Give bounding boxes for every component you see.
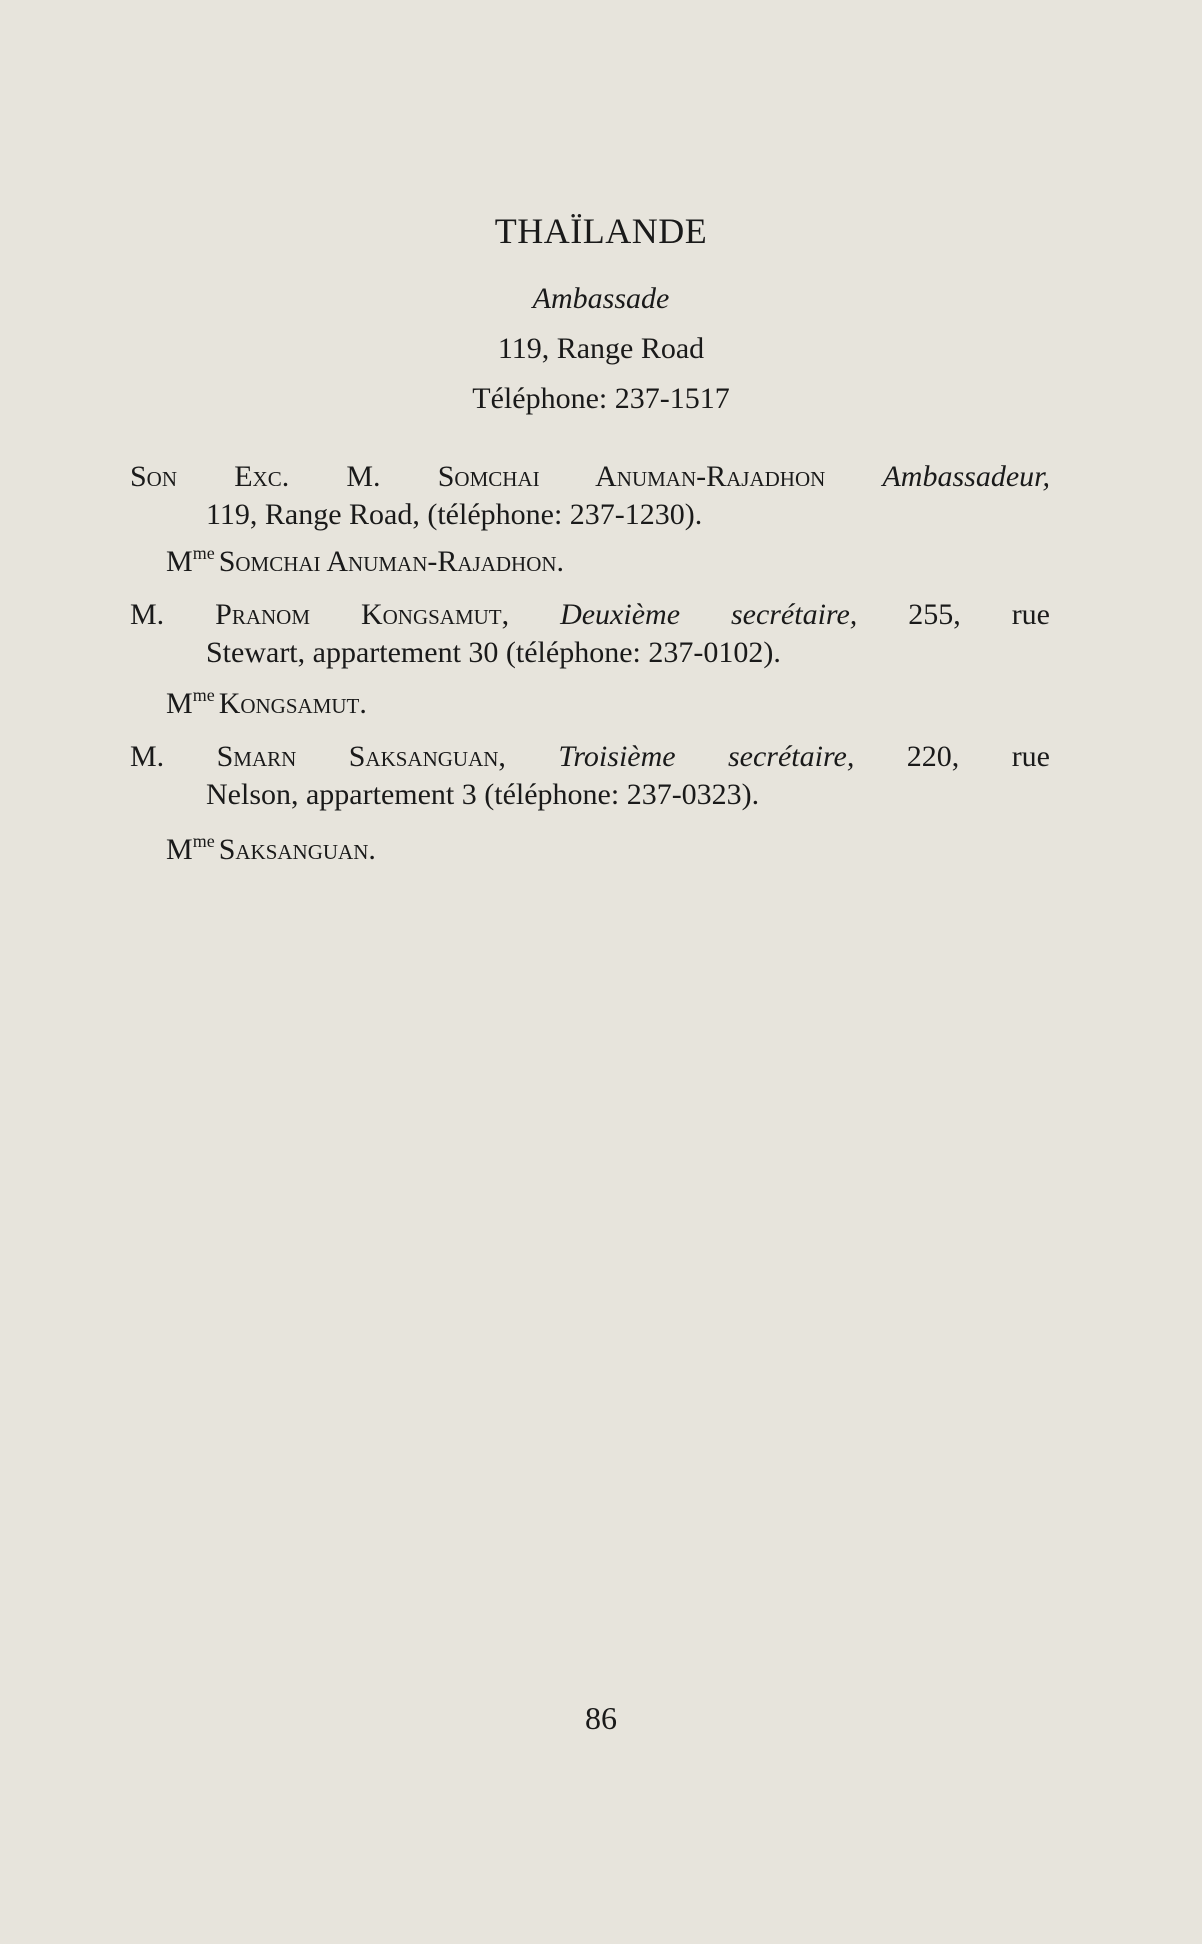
- spouse-name: Kongsamut.: [218, 687, 367, 720]
- entry-address-start: 220, rue: [906, 740, 1050, 773]
- entry-address-start: 255, rue: [908, 598, 1051, 631]
- entry-name: Pranom Kongsamut,: [215, 598, 510, 631]
- entry-prefix: Son Exc. M.: [130, 460, 381, 493]
- spouse-prefix: $M^{me}$: [166, 543, 215, 578]
- entry-title: Troisième secrétaire,: [558, 740, 855, 773]
- embassy-phone: Téléphone: 237-1517: [472, 382, 730, 415]
- spouse-line: [166, 534, 564, 581]
- entry-name: Smarn Saksanguan,: [216, 740, 506, 773]
- entry-second-line: Nelson, appartement 3 (téléphone: 237-0323).: [206, 778, 760, 811]
- entry-first-line: [130, 738, 1050, 776]
- entry-first-line: [130, 596, 1050, 634]
- page-number: 86: [585, 1700, 617, 1736]
- staff-entry: [130, 458, 1050, 534]
- staff-entry: [130, 596, 1050, 672]
- entry-title: Ambassadeur,: [882, 460, 1050, 493]
- embassy-address: 119, Range Road: [497, 332, 705, 365]
- spouse-name: Somchai Anuman-Rajadhon.: [218, 545, 565, 578]
- entry-second-line: Stewart, appartement 30 (téléphone: 237-0102).: [206, 636, 781, 669]
- spouse-line: [166, 676, 367, 723]
- spouse-name: Saksanguan.: [218, 833, 376, 866]
- entry-first-line: [130, 458, 1050, 496]
- entry-name: Somchai Anuman-Rajadhon: [437, 460, 826, 493]
- spouse-prefix: $M^{me}$: [166, 685, 215, 720]
- section-subtitle: Ambassade: [532, 282, 670, 315]
- country-heading: THAÏLANDE: [494, 211, 708, 251]
- entry-title: Deuxième secrétaire,: [560, 598, 858, 631]
- entry-prefix: M.: [130, 740, 165, 773]
- staff-entry: [130, 738, 1050, 814]
- entry-prefix: M.: [130, 598, 165, 631]
- spouse-line: [166, 822, 376, 869]
- spouse-prefix: $M^{me}$: [166, 831, 215, 866]
- entry-second-line: 119, Range Road, (téléphone: 237-1230).: [206, 498, 703, 531]
